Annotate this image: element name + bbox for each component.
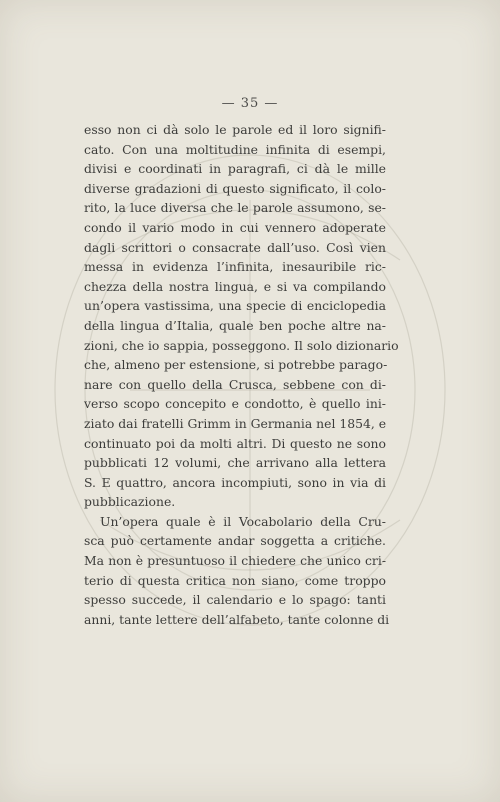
text-line: terio di questa critica non siano, come troppo [84, 572, 386, 588]
body-text [84, 120, 399, 629]
text-line: nare con quello della Crusca, sebbene con di- [84, 376, 386, 392]
text-line: della lingua d’Italia, quale ben poche altre na- [84, 317, 386, 333]
paragraph-2 [84, 512, 390, 630]
text-line: anni, tante lettere dell’alfabeto, tante colonne di [84, 611, 390, 627]
text-line: condo il vario modo in cui vennero adoperate [84, 219, 386, 235]
text-line: cato. Con una moltitudine infinita di esempi, [84, 141, 386, 157]
text-line: zioni, che io sappia, posseggono. Il solo dizionario [84, 337, 399, 353]
text-line: esso non ci dà solo le parole ed il loro signifi- [84, 122, 386, 137]
text-line: un’opera vastissima, una specie di enciclopedia [84, 298, 386, 314]
text-line: diverse gradazioni di questo significato, il colo- [84, 180, 386, 196]
text-line: dagli scrittori o consacrate dall’uso. Così vien [84, 239, 386, 255]
text-line: pubblicazione. [84, 494, 176, 510]
text-line: divisi e coordinati in paragrafi, ci dà le mille [84, 161, 386, 177]
text-line: chezza della nostra lingua, e si va compilando [84, 278, 386, 294]
page-number: — 35 — [221, 96, 279, 111]
paragraph-1 [84, 120, 399, 512]
text-line: che, almeno per estensione, si potrebbe parago- [84, 357, 388, 373]
text-line: Un’opera quale è il Vocabolario della Cru- [100, 513, 386, 529]
text-line: Ma non è presuntuoso il chiedere che unico cri- [84, 553, 386, 569]
text-line: ziato dai fratelli Grimm in Germania nel 1854, e [84, 415, 387, 431]
text-line: sca può certamente andar soggetta a critiche. [84, 533, 386, 549]
text-line: verso scopo concepito e condotto, è quello ini- [84, 396, 386, 412]
text-line: S. E quattro, ancora incompiuti, sono in via di [84, 474, 386, 490]
text-line: spesso succede, il calendario e lo spago: tanti [84, 592, 386, 608]
text-line: messa in evidenza l’infinita, inesauribile ric- [84, 259, 386, 275]
text-line: continuato poi da molti altri. Di questo ne sono [84, 435, 386, 451]
text-line: pubblicati 12 volumi, che arrivano alla lettera [84, 455, 386, 471]
text-line: rito, la luce diversa che le parole assumono, se- [84, 200, 386, 216]
